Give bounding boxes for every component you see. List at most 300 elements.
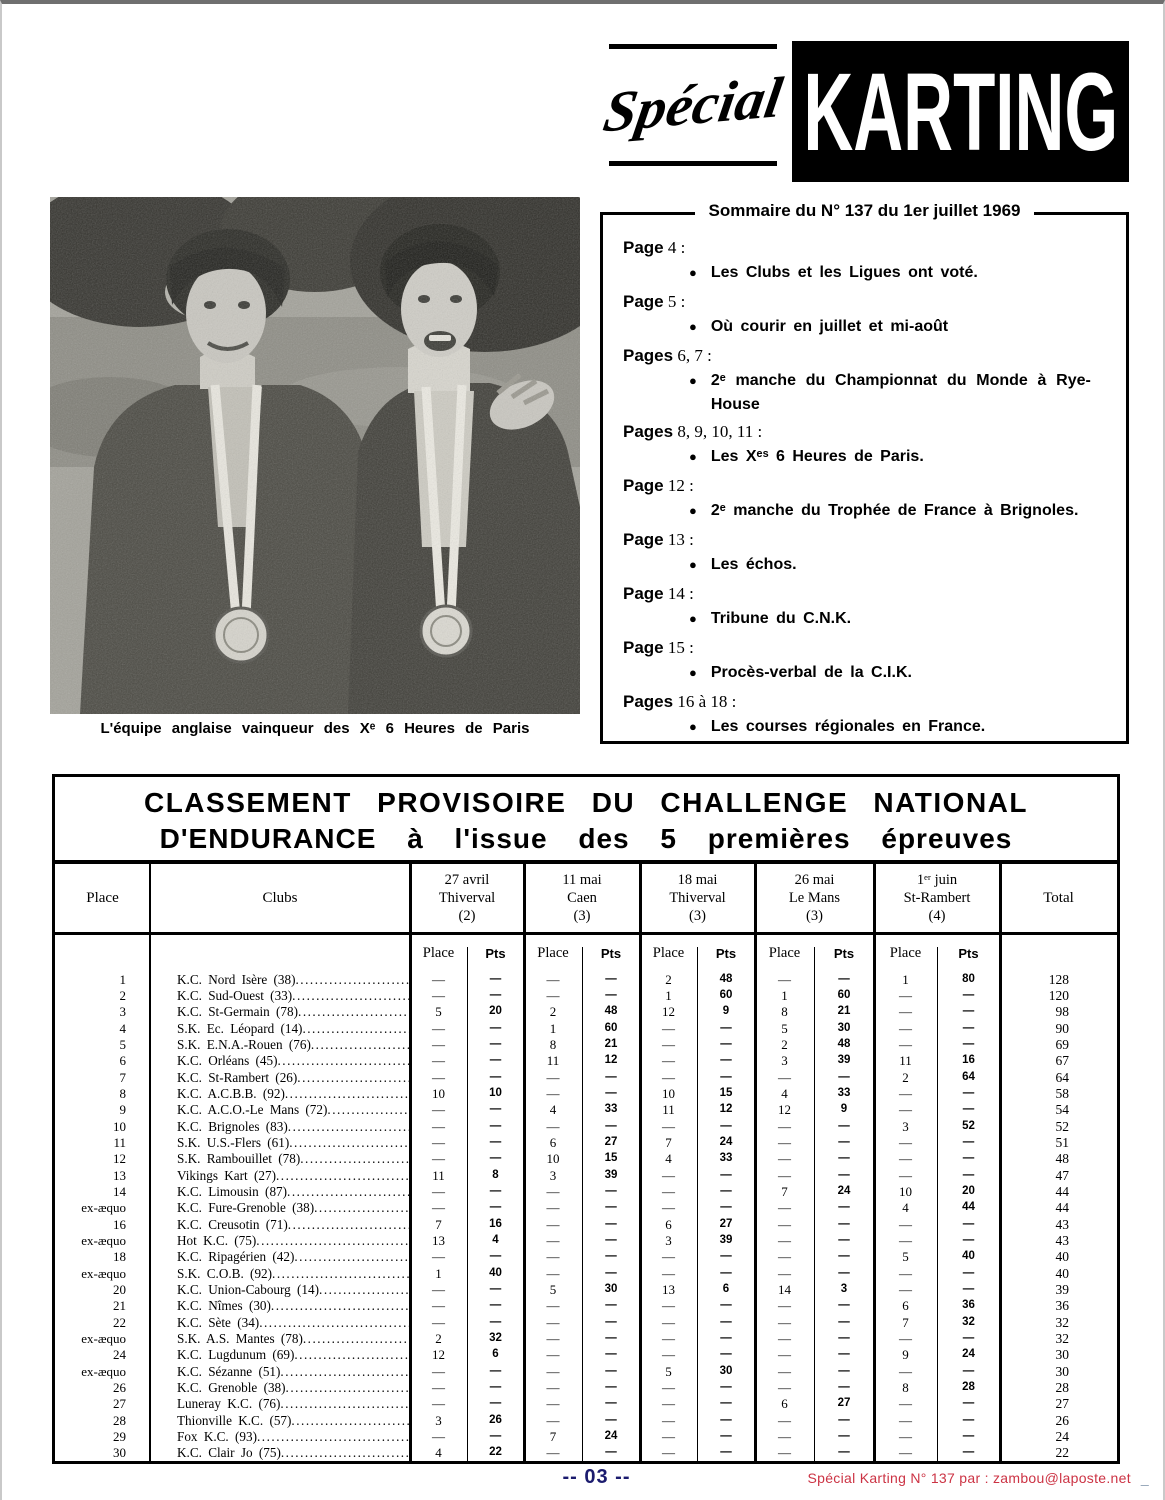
event3-pts-cell: — xyxy=(720,1037,732,1050)
event-date: 27 avril xyxy=(444,872,490,888)
event2-place-cell: — xyxy=(546,1232,560,1248)
event3-pts-cell: — xyxy=(720,1413,732,1426)
sommaire-page-label xyxy=(623,581,1118,606)
event3-pts-cell: — xyxy=(720,1250,732,1263)
event1-place-cell: — xyxy=(432,1102,445,1118)
credit-text: Spécial Karting N° 137 par : zambou@laposte.net xyxy=(807,1470,1131,1486)
event5-pts-cell: — xyxy=(962,1135,975,1148)
event-coefficient: (3) xyxy=(689,908,706,924)
club-cell xyxy=(150,988,410,1003)
event2-pts-cell: 39 xyxy=(604,1168,618,1181)
event2-pts-cell: — xyxy=(605,1217,617,1230)
event2-place-cell: — xyxy=(546,1298,560,1314)
event4-pts-cell: 30 xyxy=(837,1021,851,1034)
sommaire-item-text: Les Xᵉˢ 6 Heures de Paris. xyxy=(710,448,924,465)
event1-pts-cell: — xyxy=(489,1429,502,1442)
dot-leader xyxy=(292,988,410,1003)
event1-place-cell: — xyxy=(432,1053,445,1069)
dot-leader xyxy=(280,1396,410,1411)
event1-place-cell: — xyxy=(432,1396,445,1412)
club-name: Luneray K.C. (76) xyxy=(177,1396,281,1412)
event5-place-cell: 6 xyxy=(902,1298,909,1314)
place-cell: 3 xyxy=(119,1004,126,1020)
sommaire-item-text: Les Clubs et les Ligues ont voté. xyxy=(710,264,978,281)
sommaire-page-label xyxy=(623,419,1118,444)
club-name: K.C. Union-Cabourg (14) xyxy=(177,1281,320,1297)
club-name: K.C. Sud-Ouest (33) xyxy=(177,987,293,1003)
event4-place-cell: — xyxy=(778,1069,791,1085)
event5-pts-cell: — xyxy=(962,1429,975,1442)
event2-pts-cell: 15 xyxy=(604,1152,618,1165)
event3-pts-cell: 12 xyxy=(719,1103,733,1116)
table-row xyxy=(55,1281,1117,1297)
sommaire-item-text: Tribune du C.N.K. xyxy=(710,610,852,627)
club-name: K.C. St-Rambert (26) xyxy=(177,1069,298,1085)
dot-leader xyxy=(288,1119,410,1134)
sommaire-page-label xyxy=(623,289,1118,314)
event5-place-cell: — xyxy=(899,1102,912,1118)
club-name: K.C. Nord Isère (38) xyxy=(177,971,296,987)
place-cell: 29 xyxy=(113,1428,126,1444)
page-number: -- 03 -- xyxy=(562,1466,631,1488)
sommaire-item-text: Les échos. xyxy=(710,556,797,573)
club-name: S.K. U.S.-Flers (61) xyxy=(177,1134,290,1150)
table-row xyxy=(55,1134,1117,1150)
event1-place-cell: — xyxy=(432,1183,445,1199)
place-cell: 18 xyxy=(113,1249,126,1265)
event4-place-cell: 4 xyxy=(781,1085,788,1101)
event5-place-cell: — xyxy=(899,1020,912,1036)
event1-place-cell: — xyxy=(432,1363,445,1379)
event1-place-cell: 7 xyxy=(435,1216,442,1232)
event4-place-cell: — xyxy=(778,1151,791,1167)
event3-place-cell: — xyxy=(662,1069,675,1085)
dot-leader xyxy=(297,1070,410,1085)
dot-leader xyxy=(291,1413,410,1428)
table-row xyxy=(55,1249,1117,1265)
sommaire-page-word: Page xyxy=(623,530,664,549)
event2-place-cell: — xyxy=(546,1216,560,1232)
event-coefficient: (4) xyxy=(928,908,946,924)
event5-place-cell: 7 xyxy=(902,1314,909,1330)
event2-pts-cell: — xyxy=(605,1233,617,1246)
event4-pts-cell: 9 xyxy=(840,1103,848,1116)
event1-pts-cell: 16 xyxy=(489,1217,502,1230)
sommaire-page-numbers: 15 : xyxy=(667,638,694,657)
total-cell: 69 xyxy=(1055,1036,1069,1052)
event2-place-cell: — xyxy=(546,987,560,1003)
sommaire-item-text: Procès-verbal de la C.I.K. xyxy=(710,664,912,681)
place-cell: 30 xyxy=(113,1445,126,1461)
event2-pts-cell: 24 xyxy=(604,1429,618,1442)
event4-pts-cell: 27 xyxy=(837,1397,851,1410)
club-name: S.K. E.N.A.-Rouen (76) xyxy=(177,1036,311,1052)
event2-place-cell: — xyxy=(546,1200,560,1216)
event3-pts-cell: — xyxy=(720,1070,732,1083)
total-cell: 40 xyxy=(1055,1249,1069,1265)
event3-place-cell: — xyxy=(662,1412,675,1428)
dot-leader xyxy=(302,1021,410,1036)
event4-place-cell: 14 xyxy=(778,1281,791,1297)
event1-pts-cell: — xyxy=(489,1103,502,1116)
club-name: K.C. Lugdunum (69) xyxy=(177,1347,295,1363)
sommaire-title: Sommaire du N° 137 du 1er juillet 1969 xyxy=(695,201,1035,221)
event3-pts-cell: 33 xyxy=(719,1152,733,1165)
event5-pts-cell: — xyxy=(962,1152,975,1165)
event5-place-cell: — xyxy=(899,1281,912,1297)
event1-place-cell: — xyxy=(432,1036,445,1052)
grid-line xyxy=(873,864,876,1461)
event-coefficient: (3) xyxy=(806,908,823,924)
event3-place-cell: — xyxy=(662,1428,675,1444)
place-cell: 8 xyxy=(119,1085,126,1101)
event3-place-cell: 7 xyxy=(665,1134,672,1150)
column-header-event xyxy=(874,871,1000,925)
total-cell: 48 xyxy=(1055,1151,1069,1167)
event4-pts-cell: — xyxy=(838,1152,850,1165)
total-cell: 90 xyxy=(1055,1020,1069,1036)
event2-pts-cell: — xyxy=(605,1380,617,1393)
sommaire-page-word: Page xyxy=(623,292,664,311)
table-row xyxy=(55,1347,1117,1363)
sommaire-item xyxy=(623,715,1118,741)
event3-pts-cell: — xyxy=(720,1021,732,1034)
team-photo-illustration xyxy=(50,197,580,714)
event3-place-cell: 4 xyxy=(665,1151,672,1167)
sommaire-item xyxy=(623,315,1118,341)
event5-place-cell: — xyxy=(899,1265,912,1281)
bullet-icon: ● xyxy=(689,373,697,388)
subheader-pts: Pts xyxy=(958,945,979,961)
table-row xyxy=(55,1445,1117,1461)
place-cell: 24 xyxy=(113,1347,126,1363)
event-date: 11 mai xyxy=(562,872,602,888)
event3-pts-cell: — xyxy=(720,1299,732,1312)
table-subheader-row xyxy=(55,935,1117,971)
club-cell xyxy=(150,1037,410,1052)
event2-pts-cell: — xyxy=(605,972,617,985)
sommaire-page-label xyxy=(623,473,1118,498)
table-row xyxy=(55,1428,1117,1444)
grid-line xyxy=(999,864,1002,1461)
total-cell: 64 xyxy=(1055,1069,1069,1085)
place-cell: 10 xyxy=(113,1118,126,1134)
sommaire-page-label xyxy=(623,635,1118,660)
event5-pts-cell: 52 xyxy=(962,1119,975,1132)
club-name: Hot K.C. (75) xyxy=(177,1232,257,1248)
event3-pts-cell: — xyxy=(720,1380,732,1393)
grid-line-thin xyxy=(582,947,583,1461)
club-name: K.C. St-Germain (78) xyxy=(177,1004,299,1020)
sommaire-page-label xyxy=(623,343,1118,368)
table-row xyxy=(55,1330,1117,1346)
event1-pts-cell: — xyxy=(489,972,502,985)
event2-pts-cell: 33 xyxy=(604,1103,618,1116)
event3-place-cell: — xyxy=(662,1020,675,1036)
event1-place-cell: 12 xyxy=(432,1347,445,1363)
event4-place-cell: — xyxy=(778,1167,791,1183)
event3-pts-cell: — xyxy=(720,1429,732,1442)
event4-place-cell: — xyxy=(778,971,791,987)
event5-pts-cell: 40 xyxy=(962,1250,975,1263)
total-cell: 24 xyxy=(1055,1428,1069,1444)
sommaire-entry xyxy=(623,527,1118,579)
event5-place-cell: — xyxy=(899,1134,912,1150)
event4-pts-cell: 24 xyxy=(837,1184,851,1197)
subheader-pts: Pts xyxy=(833,945,855,961)
place-cell: 22 xyxy=(113,1314,126,1330)
club-cell xyxy=(150,1445,410,1460)
event3-place-cell: — xyxy=(662,1183,675,1199)
total-cell: 30 xyxy=(1055,1363,1069,1379)
event1-place-cell: 3 xyxy=(435,1412,442,1428)
club-name: K.C. Nîmes (30) xyxy=(177,1298,271,1314)
club-name: K.C. Creusotin (71) xyxy=(177,1216,288,1232)
total-cell: 30 xyxy=(1055,1347,1069,1363)
club-cell xyxy=(150,1151,410,1166)
column-header-clubs: Clubs xyxy=(262,889,298,906)
event2-place-cell: 2 xyxy=(549,1004,557,1020)
event1-place-cell: — xyxy=(432,1249,445,1265)
event3-place-cell: — xyxy=(662,1379,675,1395)
event4-pts-cell: 48 xyxy=(837,1037,851,1050)
event3-pts-cell: 39 xyxy=(719,1233,733,1246)
table-row xyxy=(55,1183,1117,1199)
event1-place-cell: — xyxy=(432,987,445,1003)
club-cell xyxy=(150,1380,410,1395)
event3-pts-cell: 27 xyxy=(719,1217,733,1230)
event5-pts-cell: — xyxy=(962,1446,975,1459)
event2-pts-cell: 60 xyxy=(604,1021,618,1034)
bullet-icon: ● xyxy=(689,503,697,518)
sommaire-page-word: Page xyxy=(623,238,664,257)
team-photo xyxy=(50,197,580,714)
bullet-icon: ● xyxy=(689,719,697,734)
place-cell: 7 xyxy=(119,1069,126,1085)
event2-pts-cell: — xyxy=(605,1331,617,1344)
total-cell: 120 xyxy=(1048,987,1069,1003)
total-cell: 52 xyxy=(1055,1118,1069,1134)
club-name: K.C. Brignoles (83) xyxy=(177,1118,288,1134)
place-cell: 28 xyxy=(113,1412,126,1428)
event5-pts-cell: 28 xyxy=(962,1380,975,1393)
event5-pts-cell: 32 xyxy=(962,1315,975,1328)
sommaire-page-label xyxy=(623,527,1118,552)
event2-place-cell: 7 xyxy=(549,1428,557,1444)
event1-pts-cell: — xyxy=(489,988,502,1001)
dot-leader xyxy=(287,1184,410,1199)
event5-place-cell: 10 xyxy=(899,1183,912,1199)
club-cell xyxy=(150,1331,410,1346)
table-row xyxy=(55,1069,1117,1085)
dot-leader xyxy=(289,1135,410,1150)
table-row xyxy=(55,1167,1117,1183)
place-cell: 6 xyxy=(119,1053,126,1069)
event2-pts-cell: — xyxy=(605,1119,617,1132)
subheader-place: Place xyxy=(652,944,685,961)
event4-pts-cell: — xyxy=(838,1446,850,1459)
place-cell: 9 xyxy=(119,1102,126,1118)
event3-place-cell: 12 xyxy=(662,1004,675,1020)
club-name: K.C. Grenoble (38) xyxy=(177,1379,286,1395)
bullet-icon: ● xyxy=(689,319,697,334)
event1-pts-cell: — xyxy=(489,1054,502,1067)
event3-pts-cell: 6 xyxy=(722,1282,730,1295)
event5-pts-cell: 24 xyxy=(962,1348,975,1361)
event3-place-cell: — xyxy=(662,1167,675,1183)
total-cell: 43 xyxy=(1055,1216,1069,1232)
table-row xyxy=(55,1216,1117,1232)
sommaire-item xyxy=(623,661,1118,687)
event5-place-cell: 4 xyxy=(902,1200,909,1216)
event3-pts-cell: — xyxy=(720,1201,732,1214)
event4-pts-cell: — xyxy=(838,1266,850,1279)
grid-line xyxy=(523,864,526,1461)
event4-pts-cell: — xyxy=(838,1380,850,1393)
event4-place-cell: — xyxy=(778,1265,791,1281)
dot-leader xyxy=(288,1217,410,1232)
event1-place-cell: 5 xyxy=(435,1004,442,1020)
club-cell xyxy=(150,1053,410,1068)
sommaire-page-numbers: 12 : xyxy=(667,476,694,495)
event4-pts-cell: 39 xyxy=(837,1054,851,1067)
table-header-row xyxy=(55,864,1117,932)
club-cell xyxy=(150,1249,410,1264)
event1-pts-cell: — xyxy=(489,1299,502,1312)
sommaire-entry xyxy=(623,473,1118,525)
dot-leader xyxy=(280,1364,410,1379)
event5-pts-cell: — xyxy=(962,1086,975,1099)
club-cell xyxy=(150,1282,410,1297)
event3-pts-cell: 9 xyxy=(722,1005,730,1018)
event1-pts-cell: — xyxy=(489,1070,502,1083)
sommaire-entry xyxy=(623,689,1118,741)
subheader-place: Place xyxy=(537,944,569,961)
event1-place-cell: 13 xyxy=(432,1232,445,1248)
grid-line xyxy=(409,864,412,1461)
event-date: 1ᵉʳ juin xyxy=(916,872,958,888)
event1-pts-cell: — xyxy=(489,1282,502,1295)
event2-pts-cell: — xyxy=(605,1266,617,1279)
event1-pts-cell: 10 xyxy=(489,1086,502,1099)
subheader-place: Place xyxy=(889,944,922,961)
event4-place-cell: — xyxy=(778,1118,791,1134)
event-coefficient: (3) xyxy=(573,908,591,924)
sommaire-entries xyxy=(603,215,1126,749)
event4-pts-cell: 60 xyxy=(837,988,851,1001)
table-row xyxy=(55,971,1117,987)
event4-place-cell: — xyxy=(778,1412,791,1428)
event-location: Caen xyxy=(567,890,597,906)
total-cell: 128 xyxy=(1048,971,1069,987)
event5-pts-cell: — xyxy=(962,1103,975,1116)
event5-place-cell: 8 xyxy=(902,1379,909,1395)
event1-place-cell: — xyxy=(432,1314,445,1330)
column-header-event xyxy=(640,871,755,925)
event-location: Le Mans xyxy=(788,890,841,906)
club-cell xyxy=(150,1070,410,1085)
event5-pts-cell: 64 xyxy=(962,1070,975,1083)
dot-leader xyxy=(327,1102,410,1117)
event2-pts-cell: — xyxy=(605,1364,617,1377)
dot-leader xyxy=(285,1086,410,1101)
event2-pts-cell: 21 xyxy=(604,1037,618,1050)
event5-pts-cell: 44 xyxy=(962,1201,975,1214)
event1-pts-cell: — xyxy=(489,1315,502,1328)
table-row xyxy=(55,1200,1117,1216)
sommaire-item xyxy=(623,607,1118,633)
event4-pts-cell: — xyxy=(838,1315,850,1328)
event2-place-cell: 11 xyxy=(546,1053,560,1069)
club-name: K.C. Orléans (45) xyxy=(177,1053,278,1069)
event5-pts-cell: — xyxy=(962,1397,975,1410)
column-header-event xyxy=(755,871,874,925)
event4-place-cell: — xyxy=(778,1347,791,1363)
place-cell: 5 xyxy=(119,1036,126,1052)
credit-trailing-mark: _ xyxy=(1140,1470,1149,1486)
event2-place-cell: — xyxy=(546,1445,560,1461)
total-cell: 98 xyxy=(1055,1004,1069,1020)
masthead-script-word: Spécial xyxy=(599,64,787,145)
club-cell xyxy=(150,1119,410,1134)
dot-leader xyxy=(286,1380,410,1395)
total-cell: 43 xyxy=(1055,1232,1069,1248)
table-row xyxy=(55,1118,1117,1134)
table-row xyxy=(55,1379,1117,1395)
table-row xyxy=(55,1298,1117,1314)
event5-pts-cell: — xyxy=(962,1282,975,1295)
event1-place-cell: — xyxy=(432,971,445,987)
club-name: Fox K.C. (93) xyxy=(177,1428,257,1444)
grid-line xyxy=(639,864,642,1461)
place-cell: 13 xyxy=(113,1167,126,1183)
dot-leader xyxy=(298,1004,410,1019)
event2-pts-cell: — xyxy=(605,1086,617,1099)
club-cell xyxy=(150,1135,410,1150)
event1-place-cell: — xyxy=(432,1379,445,1395)
subheader-pts: Pts xyxy=(715,945,737,961)
club-name: S.K. A.S. Mantes (78) xyxy=(177,1330,303,1346)
sommaire-page-word: Pages xyxy=(623,346,674,365)
event4-place-cell: — xyxy=(778,1363,791,1379)
club-cell xyxy=(150,1364,410,1379)
event1-pts-cell: — xyxy=(489,1201,502,1214)
event5-pts-cell: — xyxy=(962,988,975,1001)
sommaire-page-numbers: 8, 9, 10, 11 : xyxy=(677,422,763,441)
classement-table xyxy=(52,774,1120,1464)
event4-place-cell: 5 xyxy=(781,1020,788,1036)
club-cell xyxy=(150,1298,410,1313)
event5-pts-cell: — xyxy=(962,1331,975,1344)
event3-pts-cell: — xyxy=(720,1119,732,1132)
place-cell: 26 xyxy=(113,1379,126,1395)
sommaire-page-word: Page xyxy=(623,638,664,657)
total-cell: 28 xyxy=(1055,1379,1069,1395)
event3-place-cell: — xyxy=(662,1445,675,1461)
event2-place-cell: — xyxy=(546,1265,560,1281)
dot-leader xyxy=(278,1053,411,1068)
event4-place-cell: 8 xyxy=(781,1004,788,1020)
club-name: K.C. Fure-Grenoble (38) xyxy=(177,1200,315,1216)
event2-place-cell: — xyxy=(546,1118,560,1134)
event2-pts-cell: — xyxy=(605,1184,617,1197)
sommaire-page-label xyxy=(623,235,1118,260)
event5-pts-cell: 36 xyxy=(962,1299,975,1312)
table-row xyxy=(55,1036,1117,1052)
sommaire-entry xyxy=(623,419,1118,471)
place-cell: ex-æquo xyxy=(81,1232,126,1248)
sommaire-entry xyxy=(623,289,1118,341)
